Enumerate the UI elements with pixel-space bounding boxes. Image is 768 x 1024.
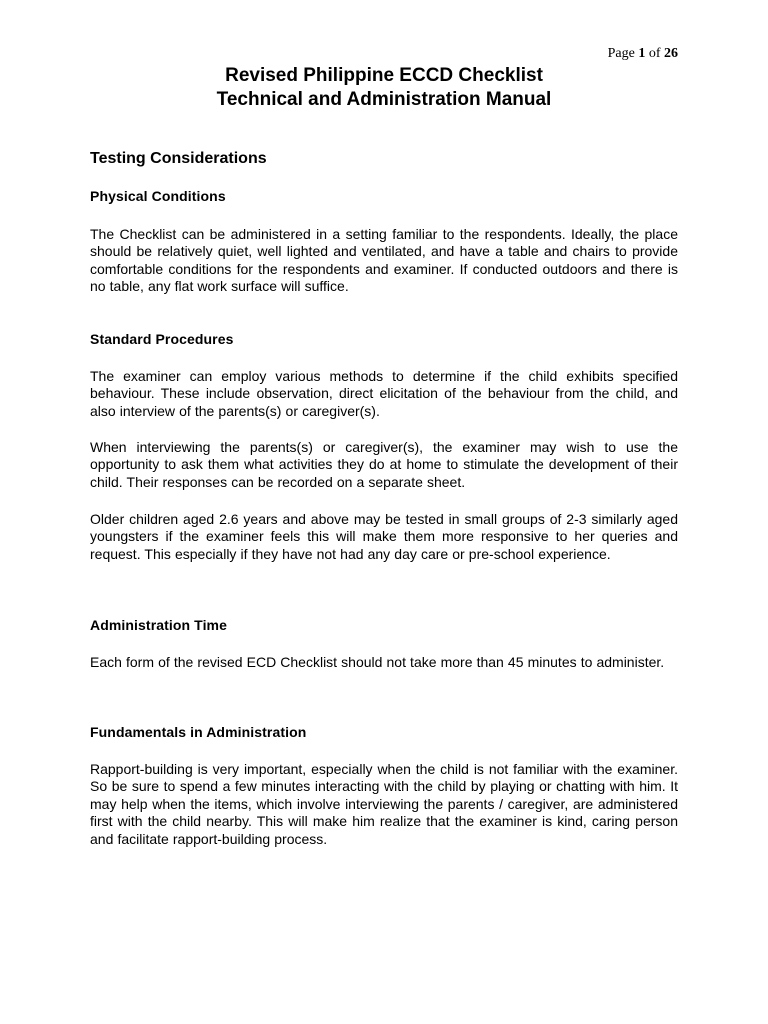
administration-time-heading: Administration Time <box>90 617 227 633</box>
section-heading: Testing Considerations <box>90 150 267 167</box>
standard-procedures-paragraph-3: Older children aged 2.6 years and above may be tested in small groups of 2-3 similarly aged youngsters if the examiner feels this will make them more responsive to her queries and request. This especially if they have not had any day care or pre-school experience. <box>90 511 678 562</box>
page-of: of <box>648 46 661 61</box>
page-current: 1 <box>638 46 646 61</box>
physical-conditions-heading: Physical Conditions <box>90 188 226 204</box>
title-line-1: Revised Philippine ECCD Checklist <box>225 65 543 86</box>
page-number <box>608 46 678 62</box>
fundamentals-heading: Fundamentals in Administration <box>90 724 307 740</box>
page-label: Page <box>607 46 635 61</box>
standard-procedures-heading: Standard Procedures <box>90 331 234 347</box>
document-title <box>0 64 768 112</box>
administration-time-paragraph: Each form of the revised ECD Checklist should not take more than 45 minutes to administer. <box>90 654 665 670</box>
fundamentals-paragraph: Rapport-building is very important, especially when the child is not familiar with the examiner. So be sure to spend a few minutes interacting with the child by playing or chatting with him. It may help when the items, which involve interviewing the parents / caregiver, are administered first with the child nearby. This will make him realize that the examiner is kind, caring person and facilitate rapport-building process. <box>90 761 678 847</box>
standard-procedures-paragraph-2: When interviewing the parents(s) or caregiver(s), the examiner may wish to use the opportunity to ask them what activities they do at home to stimulate the development of their child. Their responses can be recorded on a separate sheet. <box>90 439 678 490</box>
title-line-2: Technical and Administration Manual <box>216 89 552 110</box>
page-total: 26 <box>664 46 678 61</box>
standard-procedures-paragraph-1: The examiner can employ various methods to determine if the child exhibits specified behaviour. These include observation, direct elicitation of the behaviour from the child, and also interview of the parents(s) or caregiver(s). <box>90 368 678 419</box>
physical-conditions-paragraph: The Checklist can be administered in a setting familiar to the respondents. Ideally, the place should be relatively quiet, well lighted and ventilated, and have a table and chairs to provide comfortable conditions for the respondents and examiner. If conducted outdoors and there is no table, any flat work surface will suffice. <box>90 226 678 295</box>
